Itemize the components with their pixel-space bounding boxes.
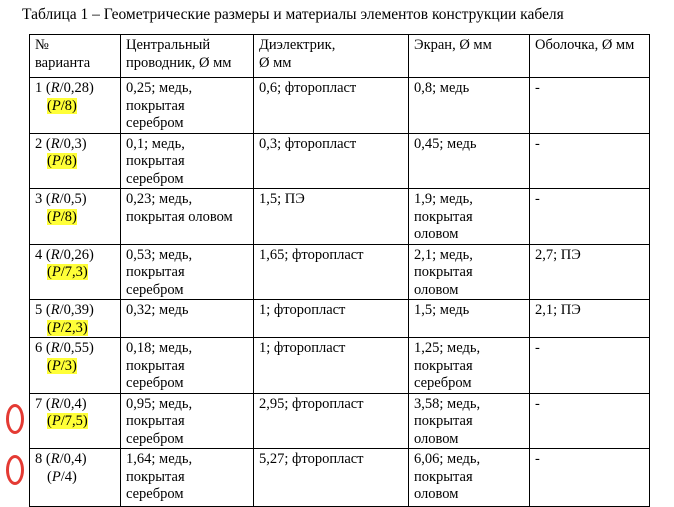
dielectric-cell bbox=[254, 189, 409, 245]
table-caption: Таблица 1 – Геометрические размеры и материалы элементов конструкции кабеля bbox=[22, 6, 564, 23]
variant-code: (P/4) bbox=[47, 468, 77, 485]
variant-cell bbox=[30, 449, 121, 507]
header-line: Оболочка, Ø мм bbox=[535, 37, 635, 53]
variant-code: (P/7,5) bbox=[47, 413, 88, 429]
screen-cell bbox=[409, 338, 530, 394]
cell-line: 1,5; ПЭ bbox=[259, 191, 305, 207]
cell-line: 0,53; медь, bbox=[126, 246, 193, 263]
table-row bbox=[30, 449, 650, 507]
table-row bbox=[30, 189, 650, 245]
cell-line: 0,6; фторопласт bbox=[259, 80, 357, 96]
header-line: № bbox=[35, 37, 49, 53]
cell-line: покрытая bbox=[414, 208, 473, 225]
table-row bbox=[30, 133, 650, 189]
cell-line: 0,8; медь bbox=[414, 80, 470, 96]
cell-line: - bbox=[535, 395, 540, 412]
cell-line: 1,65; фторопласт bbox=[259, 246, 364, 263]
variant-label: 4 (R/0,26) bbox=[35, 246, 94, 263]
variant-label: 1 (R/0,28) bbox=[35, 80, 94, 96]
dielectric-cell bbox=[254, 393, 409, 449]
screen-cell bbox=[409, 393, 530, 449]
cell-line: 0,45; медь bbox=[414, 135, 477, 152]
sheath-cell bbox=[530, 244, 650, 300]
variant-cell bbox=[30, 133, 121, 189]
cell-line: 0,95; медь, bbox=[126, 395, 193, 412]
cell-line: - bbox=[535, 340, 540, 356]
conductor-cell bbox=[121, 78, 254, 134]
cell-line: 0,18; медь, bbox=[126, 340, 193, 356]
variant-code: (P/2,3) bbox=[47, 319, 88, 336]
table-row bbox=[30, 78, 650, 134]
variant-cell bbox=[30, 78, 121, 134]
dielectric-cell bbox=[254, 78, 409, 134]
cell-line: 1,9; медь, bbox=[414, 191, 473, 207]
variant-label: 2 (R/0,3) bbox=[35, 135, 87, 152]
header-cell-dielectric bbox=[254, 35, 409, 78]
cell-line: серебром bbox=[126, 170, 184, 187]
conductor-cell bbox=[121, 338, 254, 394]
header-line: Диэлектрик, bbox=[259, 37, 336, 53]
sheath-cell bbox=[530, 338, 650, 394]
cell-line: 2,1; ПЭ bbox=[535, 302, 581, 318]
dielectric-cell bbox=[254, 244, 409, 300]
variant-code: (P/8) bbox=[47, 153, 77, 169]
cell-line: 0,1; медь, bbox=[126, 135, 185, 152]
cell-line: серебром bbox=[126, 281, 184, 298]
cell-line: 0,32; медь bbox=[126, 302, 189, 318]
table-row bbox=[30, 393, 650, 449]
cell-line: серебром bbox=[126, 375, 184, 391]
table-row bbox=[30, 338, 650, 394]
cell-line: 1; фторопласт bbox=[259, 340, 346, 356]
screen-cell bbox=[409, 133, 530, 189]
cell-line: покрытая оловом bbox=[126, 208, 233, 225]
variant-cell bbox=[30, 338, 121, 394]
cell-line: оловом bbox=[414, 486, 459, 502]
variant-cell bbox=[30, 393, 121, 449]
screen-cell bbox=[409, 300, 530, 338]
conductor-cell bbox=[121, 393, 254, 449]
cell-line: 3,58; медь, bbox=[414, 395, 481, 412]
variant-label: 5 (R/0,39) bbox=[35, 302, 94, 318]
table-row bbox=[30, 244, 650, 300]
cell-line: покрытая bbox=[414, 264, 473, 280]
cell-line: покрытая bbox=[414, 468, 473, 485]
header-line: варианта bbox=[35, 54, 91, 71]
header-cell-variant bbox=[30, 35, 121, 78]
cell-line: покрытая bbox=[126, 468, 185, 485]
screen-cell bbox=[409, 189, 530, 245]
variant-label: 6 (R/0,55) bbox=[35, 340, 94, 356]
cell-line: - bbox=[535, 80, 540, 96]
cell-line: оловом bbox=[414, 226, 459, 242]
header-cell-sheath bbox=[530, 35, 650, 78]
screen-cell bbox=[409, 449, 530, 507]
variant-label: 8 (R/0,4) bbox=[35, 451, 87, 467]
cell-line: серебром bbox=[126, 486, 184, 502]
conductor-cell bbox=[121, 133, 254, 189]
dielectric-cell bbox=[254, 133, 409, 189]
header-row bbox=[30, 35, 650, 78]
variant-code: (P/7,3) bbox=[47, 264, 88, 280]
cell-line: покрытая bbox=[126, 264, 185, 280]
red-circle-annotation-row-8 bbox=[6, 455, 24, 485]
cell-line: покрытая bbox=[126, 413, 185, 429]
cell-line: серебром bbox=[126, 430, 184, 447]
screen-cell bbox=[409, 244, 530, 300]
cell-line: 0,3; фторопласт bbox=[259, 135, 357, 152]
cell-line: покрытая bbox=[126, 153, 185, 169]
cell-line: 6,06; медь, bbox=[414, 451, 481, 467]
header-line: Ø мм bbox=[259, 54, 292, 71]
sheath-cell bbox=[530, 300, 650, 338]
variant-cell bbox=[30, 300, 121, 338]
cell-line: серебром bbox=[414, 375, 472, 391]
cell-line: 1; фторопласт bbox=[259, 302, 346, 318]
cell-line: серебром bbox=[126, 115, 184, 131]
header-line: Центральный bbox=[126, 37, 211, 53]
conductor-cell bbox=[121, 189, 254, 245]
dielectric-cell bbox=[254, 449, 409, 507]
header-cell-conductor bbox=[121, 35, 254, 78]
header-line: проводник, Ø мм bbox=[126, 54, 232, 71]
cell-line: 2,95; фторопласт bbox=[259, 395, 364, 412]
cell-line: - bbox=[535, 135, 540, 152]
sheath-cell bbox=[530, 449, 650, 507]
cell-line: 1,5; медь bbox=[414, 302, 470, 318]
dielectric-cell bbox=[254, 300, 409, 338]
cell-line: покрытая bbox=[414, 413, 473, 429]
cell-line: - bbox=[535, 191, 540, 207]
table-row bbox=[30, 300, 650, 338]
cell-line: оловом bbox=[414, 281, 459, 298]
sheath-cell bbox=[530, 189, 650, 245]
cell-line: 1,25; медь, bbox=[414, 340, 481, 356]
variant-cell bbox=[30, 189, 121, 245]
cell-line: 1,64; медь, bbox=[126, 451, 193, 467]
cell-line: - bbox=[535, 451, 540, 467]
cell-line: 5,27; фторопласт bbox=[259, 451, 364, 467]
sheath-cell bbox=[530, 393, 650, 449]
cell-line: 0,23; медь, bbox=[126, 191, 193, 207]
cell-line: 2,7; ПЭ bbox=[535, 246, 581, 263]
dielectric-cell bbox=[254, 338, 409, 394]
header-line: Экран, Ø мм bbox=[414, 37, 492, 53]
conductor-cell bbox=[121, 449, 254, 507]
cell-line: 2,1; медь, bbox=[414, 246, 473, 263]
conductor-cell bbox=[121, 244, 254, 300]
screen-cell bbox=[409, 78, 530, 134]
variant-label: 3 (R/0,5) bbox=[35, 191, 87, 207]
sheath-cell bbox=[530, 78, 650, 134]
cell-line: 0,25; медь, bbox=[126, 80, 193, 96]
variant-cell bbox=[30, 244, 121, 300]
variant-code: (P/3) bbox=[47, 357, 77, 374]
variant-code: (P/8) bbox=[47, 208, 77, 225]
cell-line: оловом bbox=[414, 430, 459, 447]
cell-line: покрытая bbox=[126, 97, 185, 114]
variant-label: 7 (R/0,4) bbox=[35, 395, 87, 412]
variant-code: (P/8) bbox=[47, 97, 77, 114]
sheath-cell bbox=[530, 133, 650, 189]
cable-parameters-table bbox=[29, 34, 650, 507]
header-cell-screen bbox=[409, 35, 530, 78]
cell-line: покрытая bbox=[126, 357, 185, 374]
cell-line: покрытая bbox=[414, 357, 473, 374]
red-circle-annotation-row-7 bbox=[6, 404, 24, 434]
conductor-cell bbox=[121, 300, 254, 338]
